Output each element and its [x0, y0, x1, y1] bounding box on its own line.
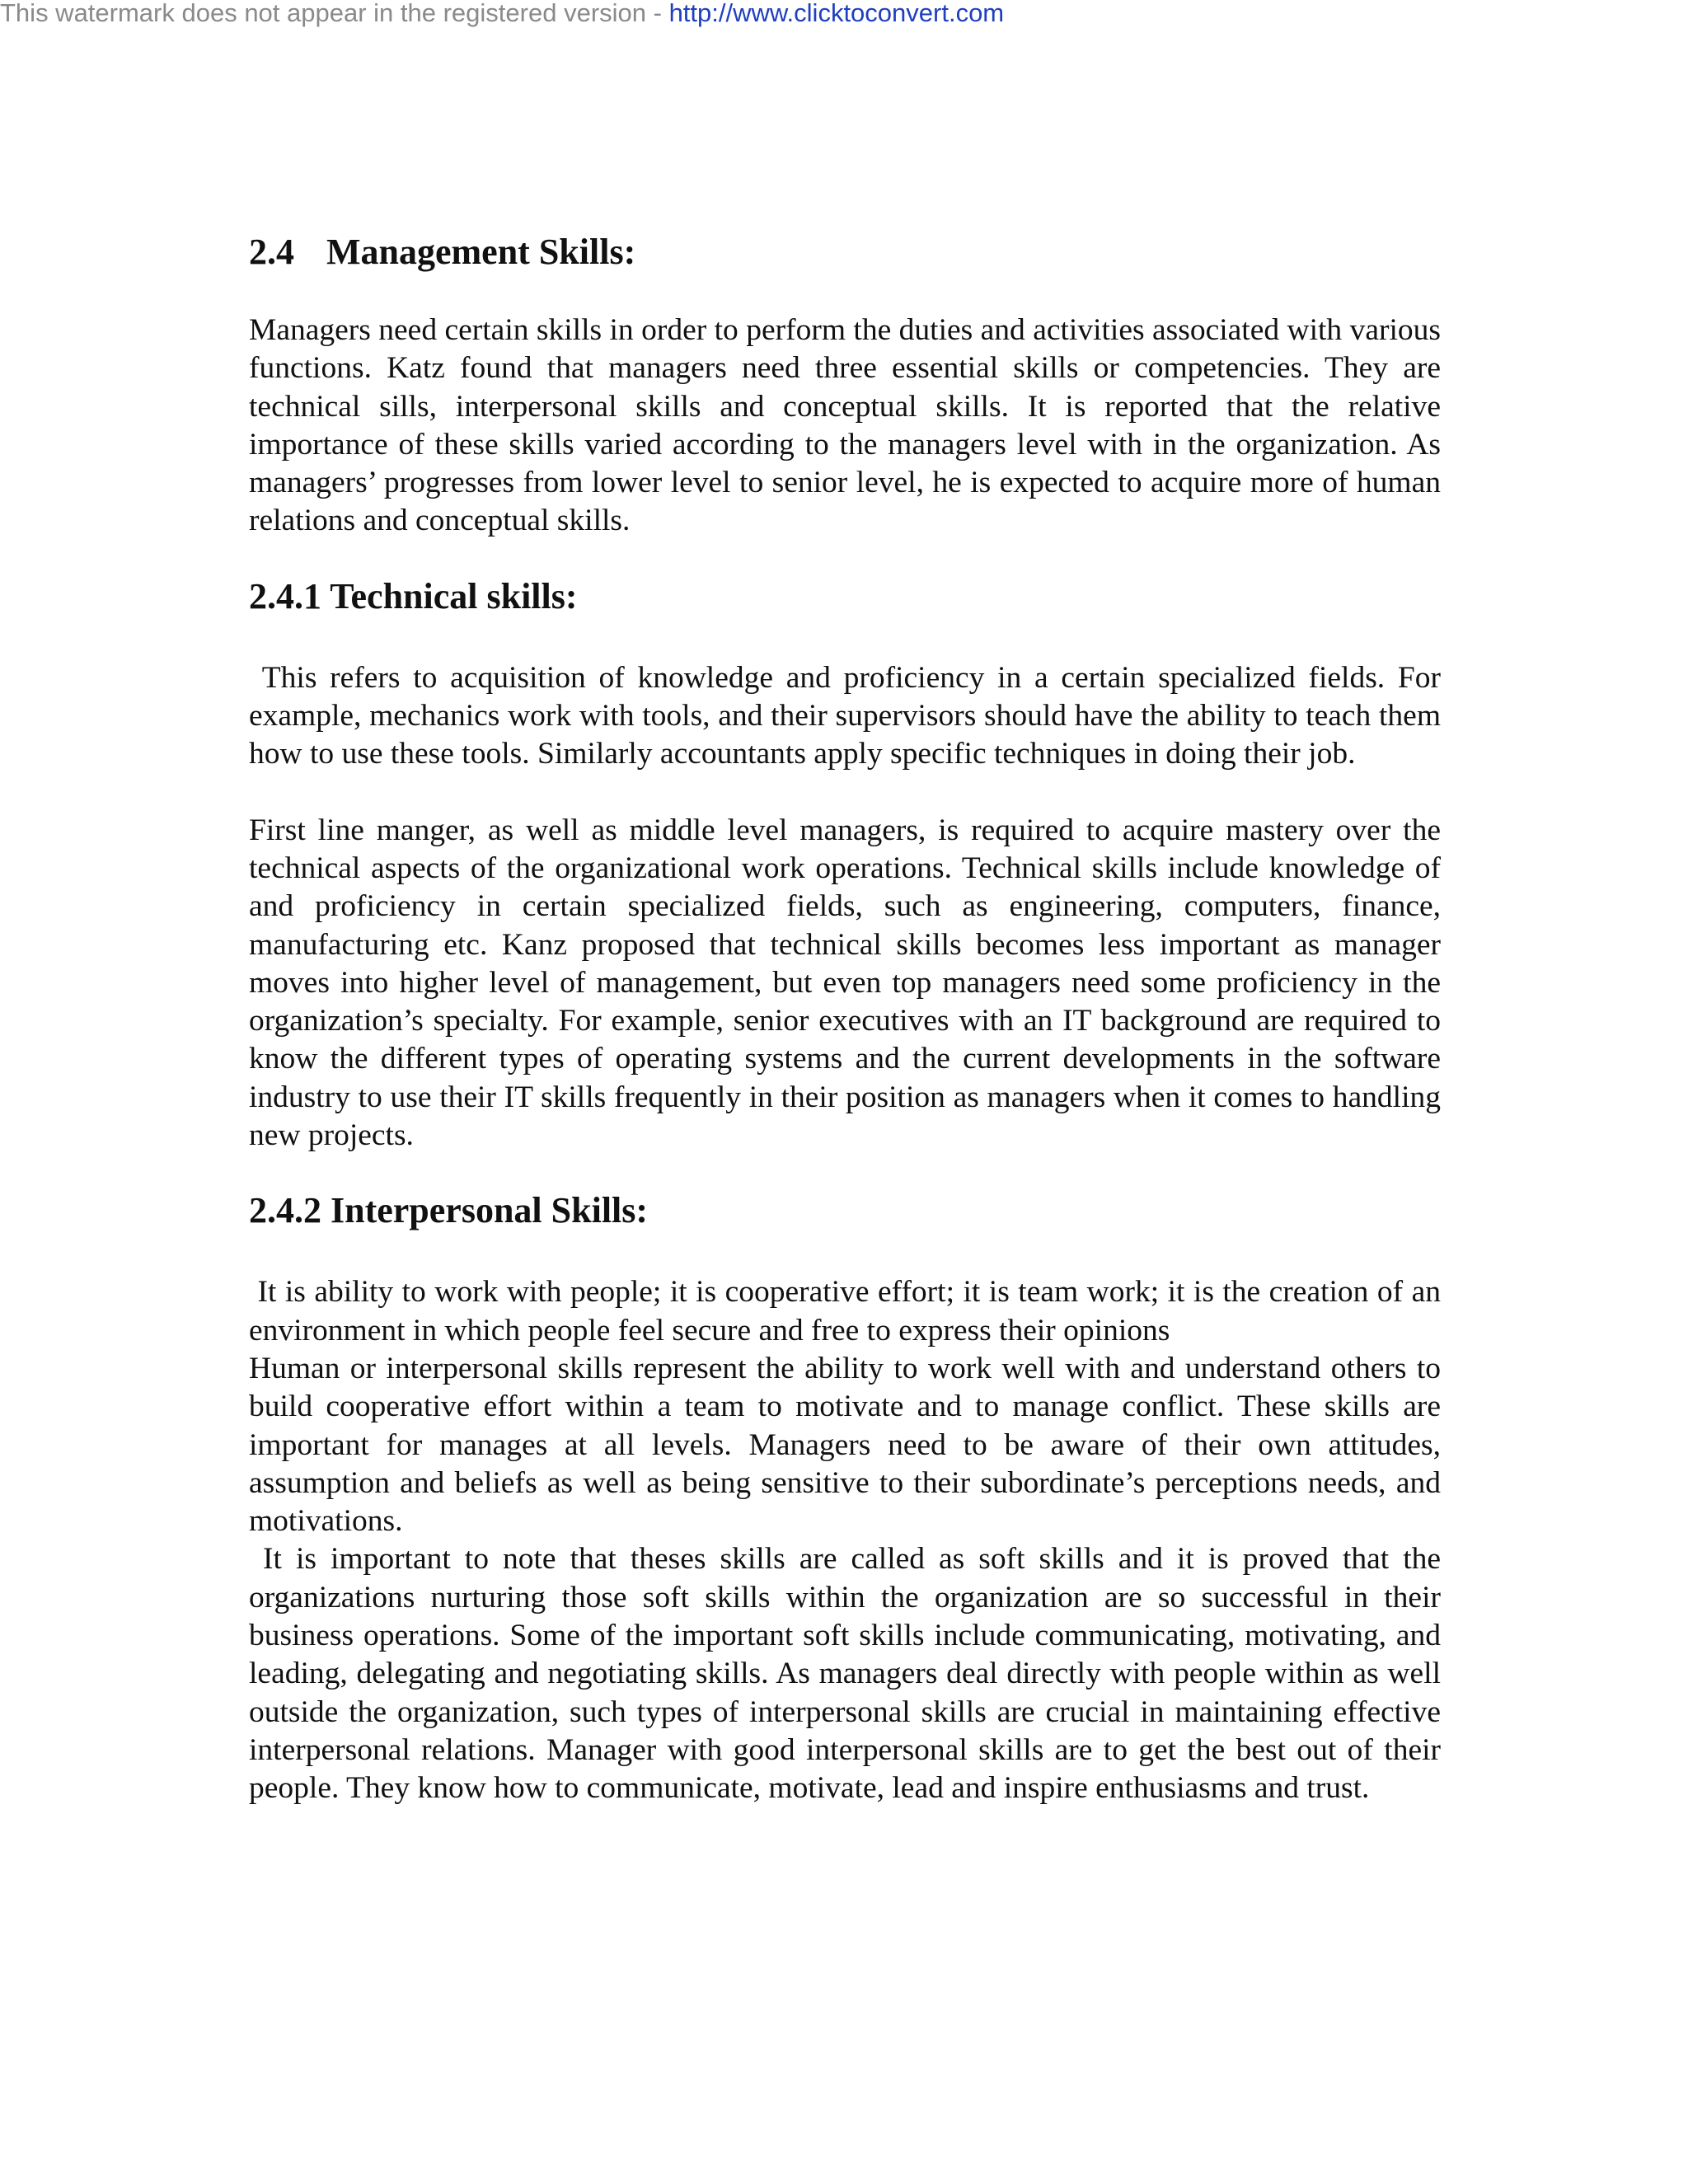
document-page [249, 229, 1449, 1808]
interpersonal-paragraph-3: It is important to note that theses skills are called as soft skills and it is proved that the organizations nurturing those soft skills within the organization are so successful in their business operations. Some of the important soft skills include communicating, motivating, and leading, delegating and negotiating skills. As managers deal directly with people within as well outside the organization, such types of interpersonal skills are crucial in maintaining effective interpersonal relations. Manager with good interpersonal skills are to get the best out of their people. They know how to communicate, motivate, lead and inspire enthusiasms and trust. [249, 1542, 1449, 1806]
interpersonal-skills-heading: 2.4.2 Interpersonal Skills: [249, 1190, 649, 1231]
watermark-link[interactable]: http://www.clicktoconvert.com [668, 0, 1005, 27]
technical-skills-heading: 2.4.1 Technical skills: [249, 575, 578, 616]
technical-paragraph-1: This refers to acquisition of knowledge and proficiency in a certain specialized fields. For example, mechanics work with tools, and their supervisors should have the ability to teach them how to use these tools. Similarly accountants apply specific techniques in doing their job. [249, 660, 1449, 771]
watermark [0, 0, 1004, 26]
section-number: 2.4 [249, 232, 294, 272]
intro-paragraph: Managers need certain skills in order to perform the duties and activities associated with various functions. Katz found that managers need three essential skills or competencies. They are technical sills, interpersonal skills and conceptual skills. It is reported that the relative importance of these skills varied according to the managers level with in the organization. As managers’ progresses from lower level to senior level, he is expected to acquire more of human relations and conceptual skills. [249, 313, 1449, 538]
watermark-text: This watermark does not appear in the registered version - [0, 0, 669, 27]
technical-paragraph-2: First line manger, as well as middle level managers, is required to acquire mastery over the technical aspects of the organizational work operations. Technical skills include knowledge of and proficiency in certain specialized fields, such as engineering, computers, finance, manufacturing etc. Kanz proposed that technical skills becomes less important as manager moves into higher level of management, but even top managers need some proficiency in the organization’s specialty. For example, senior executives with an IT background are required to know the different types of operating systems and the current developments in the software industry to use their IT skills frequently in their position as managers when it comes to handling new projects. [249, 813, 1449, 1153]
interpersonal-paragraph-1: It is ability to work with people; it is cooperative effort; it is team work; it is the creation of an environment in which people feel secure and free to express their opinions [249, 1275, 1449, 1347]
section-heading [249, 229, 1441, 275]
interpersonal-paragraph-2: Human or interpersonal skills represent the ability to work well with and understand others to build cooperative effort within a team to motivate and to manage conflict. These skills are important for manages at all levels. Managers need to be aware of their own attitudes, assumption and beliefs as well as being sensitive to their subordinate’s perceptions needs, and motivations. [249, 1351, 1449, 1539]
section-title: Management Skills: [326, 232, 636, 272]
